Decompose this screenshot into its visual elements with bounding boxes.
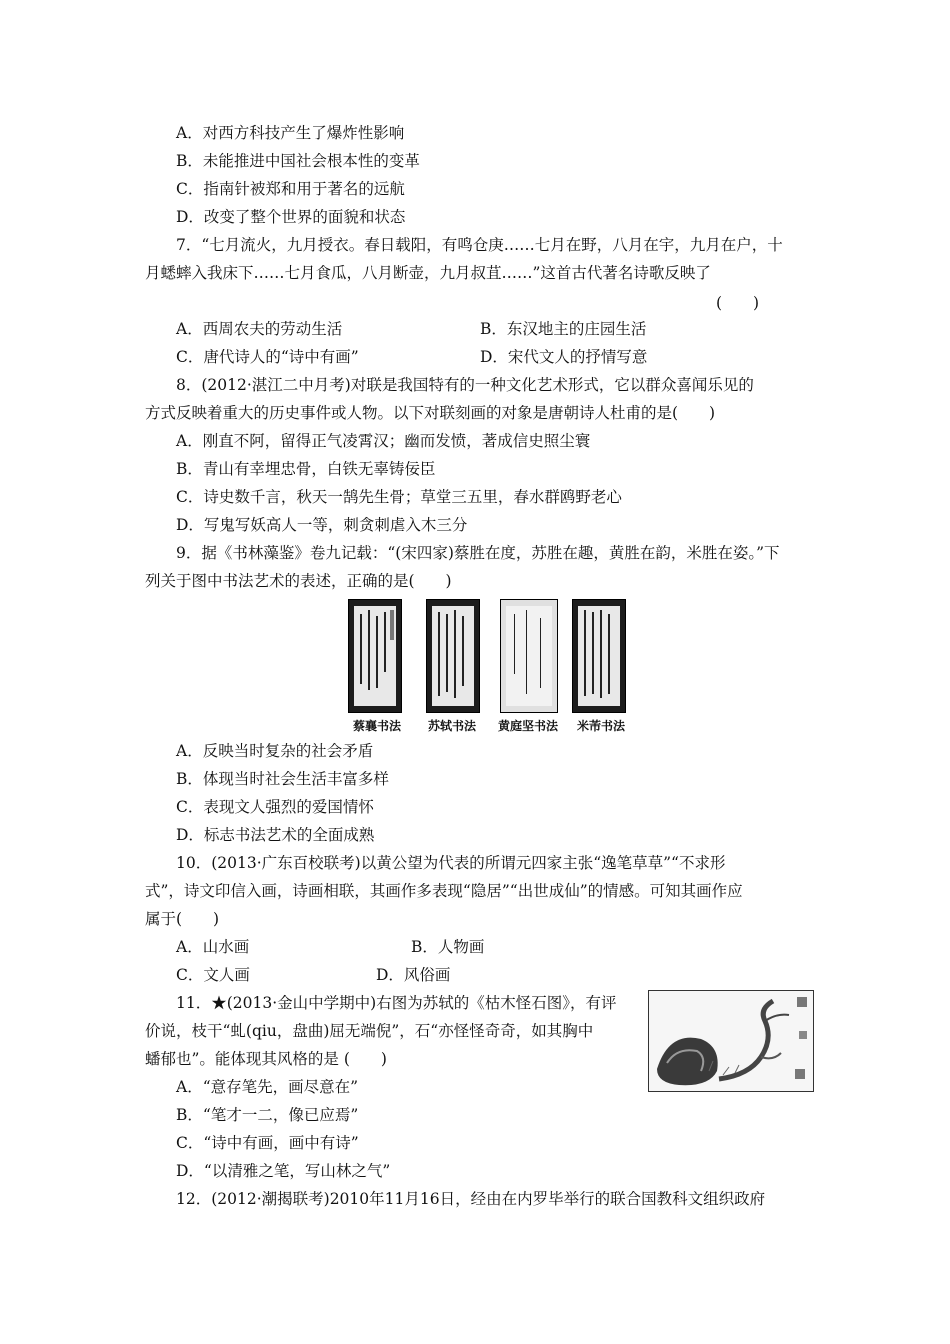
- question-10-stem-3: 属于( ): [145, 910, 220, 928]
- option-8c: C．诗史数千言，秋天一鹄先生骨；草堂三五里，春水群鸥野老心: [176, 488, 622, 506]
- caption-su-shi: 苏轼书法: [428, 719, 477, 733]
- option-10c: C．文人画: [176, 966, 250, 984]
- su-shi-calligraphy-image: [426, 599, 480, 713]
- question-7-stem-1: 7．“七月流火，九月授衣。春日载阳，有鸣仓庚……七月在野，八月在宇，九月在户，十: [176, 236, 783, 254]
- option-6b: B．未能推进中国社会根本性的变革: [176, 152, 420, 170]
- huang-tingjian-calligraphy-image: [500, 599, 558, 713]
- question-8-stem-2: 方式反映着重大的历史事件或人物。以下对联刻画的对象是唐朝诗人杜甫的是( ): [145, 404, 716, 422]
- option-8b: B．青山有幸埋忠骨，白铁无辜铸佞臣: [176, 460, 436, 478]
- question-7-stem-2: 月蟋蟀入我床下……七月食瓜，八月断壶，九月叔苴……”这首古代著名诗歌反映了: [145, 264, 711, 282]
- option-9a: A．反映当时复杂的社会矛盾: [176, 742, 374, 760]
- caption-huang-tingjian: 黄庭坚书法: [498, 719, 559, 733]
- option-10a: A．山水画: [176, 938, 250, 956]
- question-11-stem-2: 价说，枝干“虬(qiu，盘曲)屈无端倪”，石“亦怪怪奇奇，如其胸中: [145, 1022, 594, 1040]
- option-8d: D．写鬼写妖高人一等，刺贪刺虐入木三分: [176, 516, 468, 534]
- question-11-stem-1: 11．★(2013·金山中学期中)右图为苏轼的《枯木怪石图》，有评: [176, 994, 617, 1012]
- option-7b: B．东汉地主的庄园生活: [480, 320, 647, 338]
- option-7c: C．唐代诗人的“诗中有画”: [176, 348, 359, 366]
- option-10b: B．人物画: [411, 938, 485, 956]
- question-9-stem-1: 9．据《书林藻鉴》卷九记载：“(宋四家)蔡胜在度，苏胜在趣，黄胜在韵，米胜在姿。”下: [176, 544, 780, 562]
- question-12-stem-1: 12．(2012·潮揭联考)2010年11月16日，经由在内罗毕举行的联合国教科文组织政府: [176, 1190, 766, 1208]
- question-10-stem-2: 式”，诗文印信入画，诗画相联，其画作多表现“隐居”“出世成仙”的情感。可知其画作应: [145, 882, 743, 900]
- option-8a: A．刚直不阿，留得正气凌霄汉；幽而发愤，著成信史照尘寰: [176, 432, 591, 450]
- caption-cai-xiang: 蔡襄书法: [353, 719, 402, 733]
- option-9d: D．标志书法艺术的全面成熟: [176, 826, 375, 844]
- caption-mi-fu: 米芾书法: [577, 719, 626, 733]
- option-6c: C．指南针被郑和用于著名的远航: [176, 180, 405, 198]
- cai-xiang-calligraphy-image: [348, 599, 402, 713]
- question-8-stem-1: 8．(2012·湛江二中月考)对联是我国特有的一种文化艺术形式，它以群众喜闻乐见的: [176, 376, 754, 394]
- option-6a: A．对西方科技产生了爆炸性影响: [176, 124, 405, 142]
- question-9-stem-2: 列关于图中书法艺术的表述，正确的是( ): [145, 572, 452, 590]
- option-11c: C．“诗中有画，画中有诗”: [176, 1134, 359, 1152]
- withered-tree-rock-painting: [648, 990, 814, 1092]
- option-11d: D．“以清雅之笔，写山林之气”: [176, 1162, 391, 1180]
- question-10-stem-1: 10．(2013·广东百校联考)以黄公望为代表的所谓元四家主张“逸笔草草”“不求形: [176, 854, 726, 872]
- option-10d: D．风俗画: [376, 966, 451, 984]
- option-9c: C．表现文人强烈的爱国情怀: [176, 798, 374, 816]
- option-9b: B．体现当时社会生活丰富多样: [176, 770, 389, 788]
- option-11a: A．“意存笔先，画尽意在”: [176, 1078, 359, 1096]
- option-6d: D．改变了整个世界的面貌和状态: [176, 208, 406, 226]
- option-11b: B．“笔才一二，像已应焉”: [176, 1106, 359, 1124]
- question-7-answer-blank: ( ): [716, 294, 760, 312]
- option-7a: A．西周农夫的劳动生活: [176, 320, 343, 338]
- option-7d: D．宋代文人的抒情写意: [480, 348, 648, 366]
- mi-fu-calligraphy-image: [572, 599, 626, 713]
- question-11-stem-3: 蟠郁也”。能体现其风格的是 ( ): [145, 1050, 387, 1068]
